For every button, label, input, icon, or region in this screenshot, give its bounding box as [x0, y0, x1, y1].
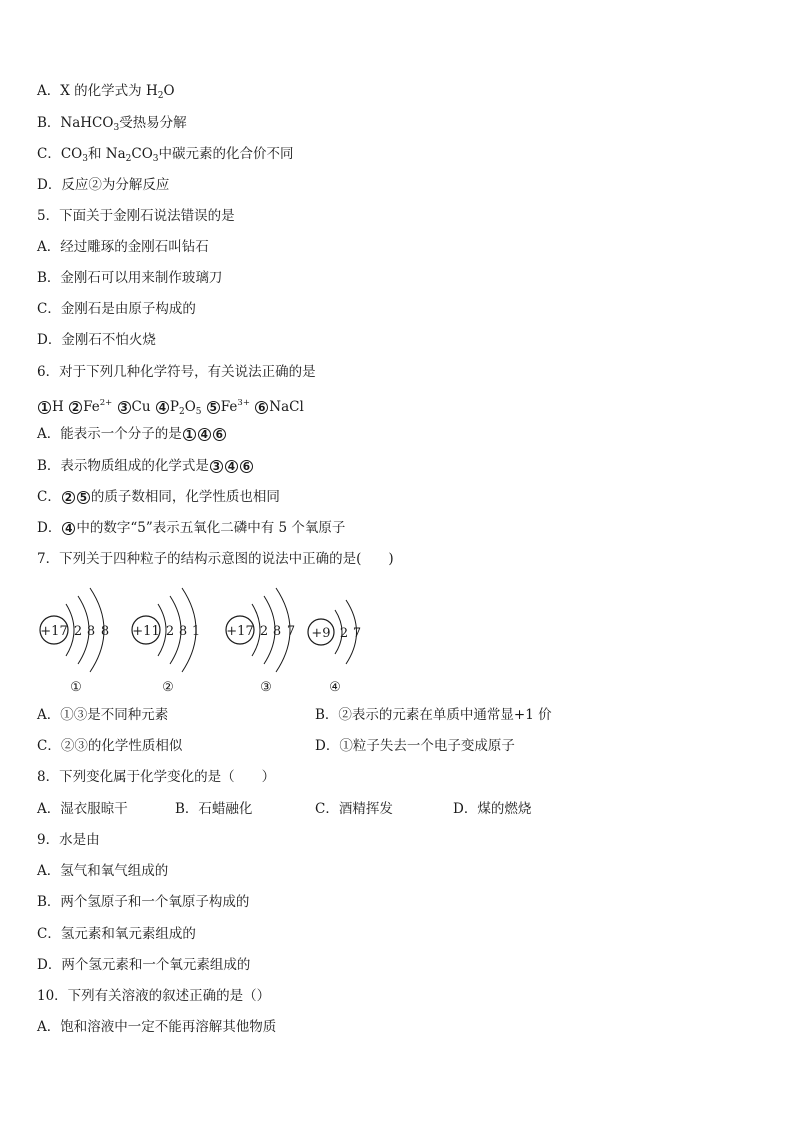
q5-option-d: D．金刚石不怕火烧 [37, 332, 156, 348]
q8-option-a: A．湿衣服晾干 [37, 801, 128, 817]
q5-option-a: A．经过雕琢的金刚石叫钻石 [37, 239, 209, 255]
nucleus-charge: +17 [40, 624, 68, 639]
q4-option-c-text-mid2: CO [131, 146, 153, 162]
q8-option-b: B．石蜡融化 [175, 801, 253, 817]
circled-number: 5 [207, 401, 220, 414]
electron-count: 2 [339, 626, 349, 641]
q4-option-b [37, 114, 187, 137]
particle-label: ③ [260, 680, 272, 695]
electron-count: 7 [352, 626, 362, 641]
symbol-text: H [52, 399, 69, 415]
q5-stem: 5．下面关于金刚石说法错误的是 [37, 208, 235, 224]
atom-structure-diagrams [30, 578, 390, 698]
circled-number: 2 [69, 401, 82, 414]
electron-count: 2 [73, 624, 83, 639]
q6-option-b [37, 457, 254, 475]
q9-stem: 9．水是由 [37, 832, 100, 848]
q8-option-c: C．酒精挥发 [315, 801, 393, 817]
option-text-end: 的质子数相同，化学性质也相同 [90, 489, 280, 505]
particle-label: ① [70, 680, 82, 695]
q4-option-c-text-mid: 和 Na [87, 146, 126, 162]
option-text: A．能表示一个分子的是 [37, 426, 182, 442]
symbol-text: Fe [83, 399, 100, 415]
electron-count: 8 [100, 624, 110, 639]
subscript: 5 [195, 407, 202, 417]
electron-count: 8 [178, 624, 188, 639]
q5-option-b: B．金刚石可以用来制作玻璃刀 [37, 270, 223, 286]
particle-4 [308, 600, 361, 695]
q6-option-a [37, 425, 227, 443]
q4-option-a-text: A．X 的化学式为 H [37, 83, 158, 99]
electron-count: 8 [86, 624, 96, 639]
q9-option-b: B．两个氢原子和一个氧原子构成的 [37, 894, 250, 910]
particle-1 [40, 588, 109, 695]
q7-stem: 7．下列关于四种粒子的结构示意图的说法中正确的是( ) [37, 551, 394, 567]
symbol-text: P [169, 399, 179, 415]
circled-number: 1 [38, 401, 51, 414]
q4-option-a-text-end: O [163, 83, 175, 99]
circled-number: 3 [118, 401, 131, 414]
q10-stem: 10．下列有关溶液的叙述正确的是（） [37, 988, 271, 1004]
electron-count: 2 [259, 624, 269, 639]
subscript: 2 [125, 154, 132, 164]
q6-option-c [37, 488, 280, 506]
q4-option-b-text-end: 受热易分解 [119, 115, 187, 131]
option-text-end: 中的数字“5”表示五氧化二磷中有 5 个氧原子 [76, 520, 346, 536]
nucleus-charge: +9 [311, 626, 331, 641]
q4-option-b-text: B．NaHCO [37, 115, 114, 131]
q6-symbols [37, 394, 304, 421]
q6-option-d [37, 519, 345, 537]
q7-option-c: C．②③的化学性质相似 [37, 738, 183, 754]
q4-option-c [37, 145, 294, 168]
subscript: 2 [157, 91, 164, 101]
q9-option-d: D．两个氢元素和一个氧元素组成的 [37, 957, 251, 973]
symbol-text: O [184, 399, 196, 415]
particle-2 [132, 588, 200, 695]
option-text: B．表示物质组成的化学式是 [37, 458, 209, 474]
q4-option-c-text-end: 中碳元素的化合价不同 [158, 146, 294, 162]
q4-option-c-text: C．CO [37, 146, 83, 162]
circled-number: 1 [183, 428, 196, 441]
superscript: 2+ [99, 398, 113, 408]
q8-stem: 8．下列变化属于化学变化的是（ ） [37, 769, 276, 785]
circled-number: 4 [156, 401, 169, 414]
q4-option-a [37, 82, 175, 105]
subscript: 3 [82, 154, 88, 164]
q7-option-d: D．①粒子失去一个电子变成原子 [315, 738, 515, 754]
circled-number: 6 [240, 460, 253, 473]
circled-number: 2 [62, 491, 75, 504]
symbol-text: NaCl [269, 399, 304, 415]
subscript: 3 [152, 154, 159, 164]
circled-number: 6 [213, 428, 226, 441]
subscript: 3 [113, 123, 120, 133]
circled-number: 3 [210, 460, 223, 473]
q8-option-d: D．煤的燃烧 [453, 801, 532, 817]
symbol-text: Cu [131, 399, 155, 415]
particle-3 [226, 588, 295, 695]
option-text: C． [37, 489, 61, 505]
particle-label: ④ [329, 680, 341, 695]
q9-option-a: A．氢气和氧气组成的 [37, 863, 169, 879]
particle-label: ② [162, 680, 174, 695]
q10-option-a: A．饱和溶液中一定不能再溶解其他物质 [37, 1019, 277, 1035]
q6-stem: 6．对于下列几种化学符号，有关说法正确的是 [37, 364, 316, 380]
q7-option-a: A．①③是不同种元素 [37, 707, 169, 723]
circled-number: 6 [255, 401, 268, 414]
q7-option-b: B．②表示的元素在单质中通常显+1 价 [315, 707, 552, 723]
electron-count: 2 [165, 624, 175, 639]
q9-option-c: C．氢元素和氧元素组成的 [37, 926, 196, 942]
q4-option-d: D．反应②为分解反应 [37, 177, 170, 193]
nucleus-charge: +11 [132, 624, 160, 639]
option-text: D． [37, 520, 62, 536]
symbol-text: Fe [220, 399, 238, 415]
nucleus-charge: +17 [226, 624, 254, 639]
q5-option-c: C．金刚石是由原子构成的 [37, 301, 196, 317]
superscript: 3+ [237, 398, 250, 408]
circled-number: 4 [62, 522, 75, 535]
electron-count: 1 [191, 624, 201, 639]
subscript: 2 [178, 407, 185, 417]
electron-count: 7 [286, 624, 296, 639]
electron-count: 8 [272, 624, 282, 639]
circled-number: 5 [77, 491, 90, 504]
circled-number: 4 [225, 460, 238, 473]
circled-number: 4 [198, 428, 211, 441]
